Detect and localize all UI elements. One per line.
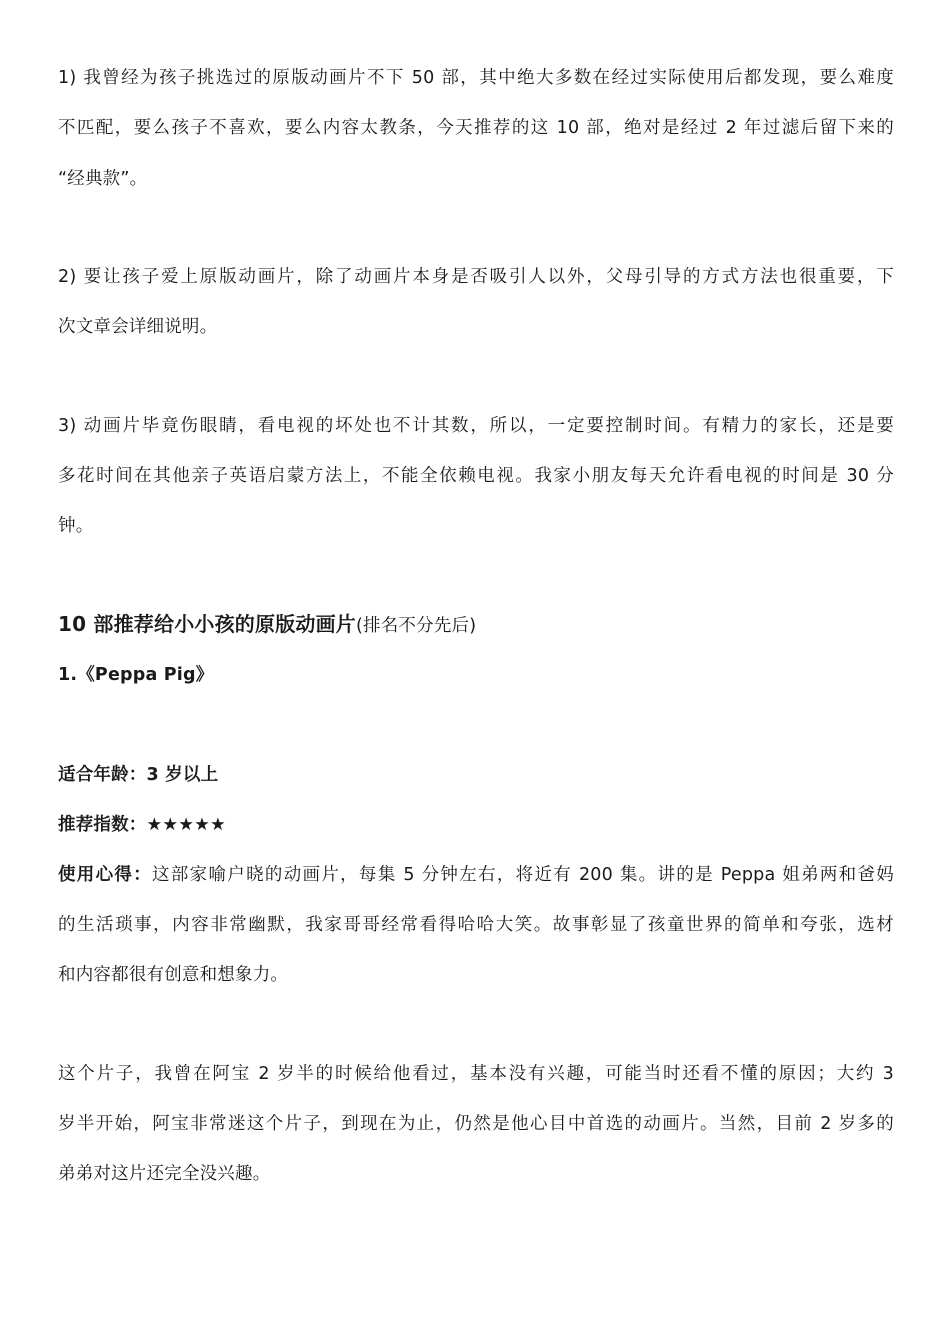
notes-label: 使用心得： xyxy=(58,865,153,885)
paragraph-1-line-3: “经典款”。 xyxy=(58,169,148,189)
paragraph-1-line-1: 1) 我曾经为孩子挑选过的原版动画片不下 50 部，其中绝大多数在经过实际使用后都发现，要么难度 xyxy=(58,68,894,88)
notes-line-2: 的生活琐事，内容非常幽默，我家哥哥经常看得哈哈大笑。故事彰显了孩童世界的简单和夸张，选材 xyxy=(58,915,894,935)
age-row xyxy=(58,763,218,787)
notes-line-1 xyxy=(58,863,894,887)
age-value: 3 岁以上 xyxy=(146,765,219,785)
paragraph-1-line-2: 不匹配，要么孩子不喜欢，要么内容太教条，今天推荐的这 10 部，绝对是经过 2 年过滤后留下来的 xyxy=(58,118,894,138)
closing-line-3: 弟弟对这片还完全没兴趣。 xyxy=(58,1164,271,1184)
paragraph-3-line-2: 多花时间在其他亲子英语启蒙方法上，不能全依赖电视。我家小朋友每天允许看电视的时间是 30 分 xyxy=(58,466,894,486)
closing-line-1: 这个片子，我曾在阿宝 2 岁半的时候给他看过，基本没有兴趣，可能当时还看不懂的原因；大约 3 xyxy=(58,1064,894,1084)
notes-text-1: 这部家喻户晓的动画片，每集 5 分钟左右，将近有 200 集。讲的是 Peppa 姐弟两和爸妈 xyxy=(152,865,894,885)
rating-stars: ★★★★★ xyxy=(146,815,226,835)
section-heading-note: (排名不分先后) xyxy=(356,616,477,636)
age-label: 适合年龄： xyxy=(58,765,147,785)
paragraph-3-line-1: 3) 动画片毕竟伤眼睛，看电视的坏处也不计其数，所以，一定要控制时间。有精力的家长，还是要 xyxy=(58,416,894,436)
rating-row xyxy=(58,813,226,837)
paragraph-3-line-3: 钟。 xyxy=(58,516,94,536)
notes-line-3: 和内容都很有创意和想象力。 xyxy=(58,965,289,985)
paragraph-2-line-2: 次文章会详细说明。 xyxy=(58,317,218,337)
item-title: 1.《Peppa Pig》 xyxy=(58,665,214,685)
closing-line-2: 岁半开始，阿宝非常迷这个片子，到现在为止，仍然是他心目中首选的动画片。当然，目前 2 岁多的 xyxy=(58,1114,894,1134)
paragraph-2-line-1: 2) 要让孩子爱上原版动画片，除了动画片本身是否吸引人以外，父母引导的方式方法也很重要，下 xyxy=(58,267,894,287)
rating-label: 推荐指数： xyxy=(58,815,147,835)
section-heading-text: 10 部推荐给小小孩的原版动画片 xyxy=(58,612,356,636)
section-heading xyxy=(58,612,476,638)
